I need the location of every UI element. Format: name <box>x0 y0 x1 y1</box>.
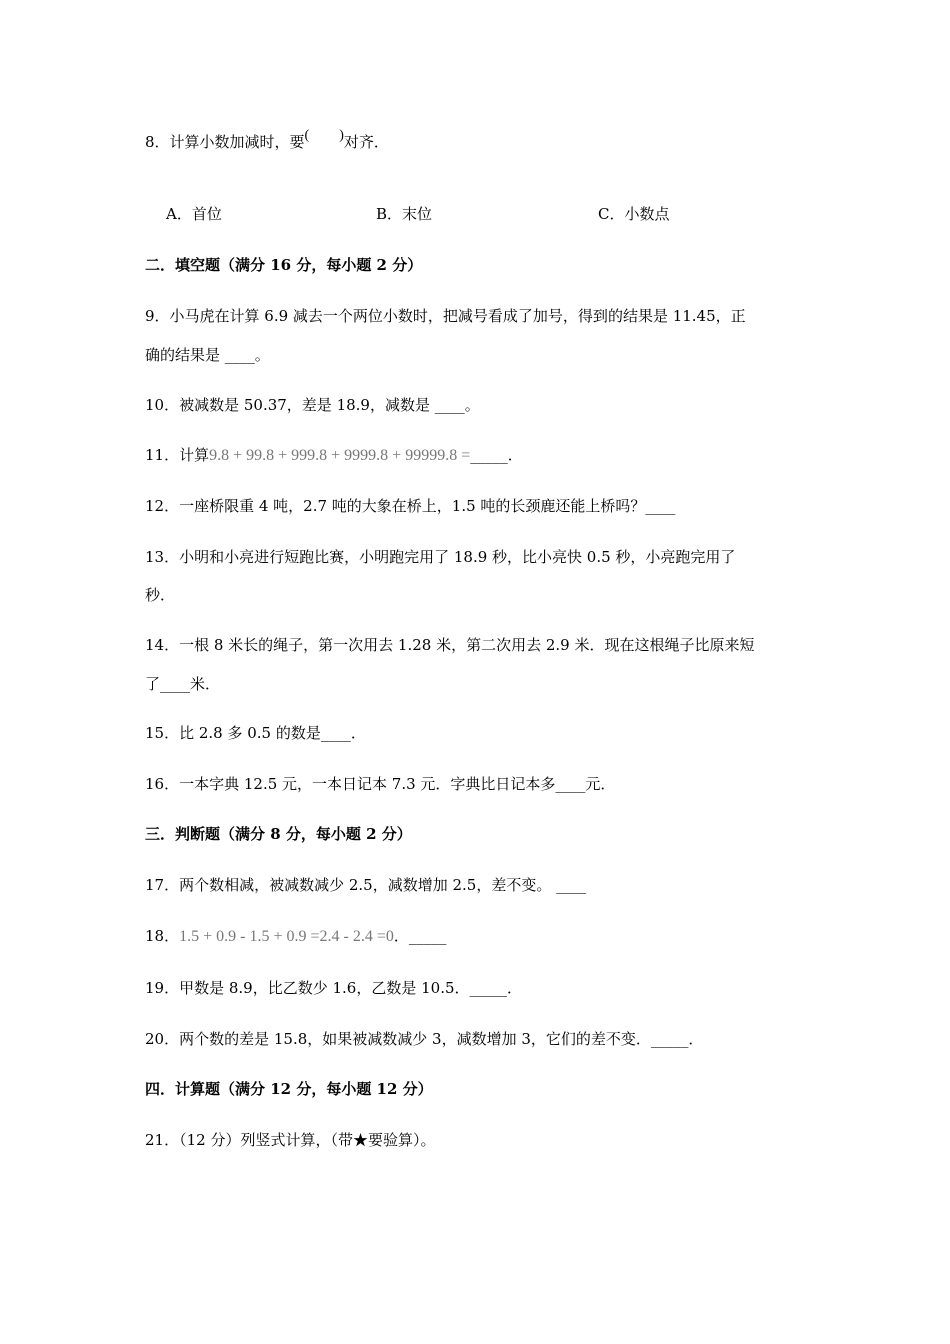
question-8-text-end: 对齐． <box>343 133 389 151</box>
answer-paren-close: ) <box>339 128 344 143</box>
question-14-line-1: 14．一根 8 米长的绳子，第一次用去 1.28 米，第二次用去 2.9 米．现在这根绳子比原来短 <box>145 636 755 654</box>
question-8 <box>145 128 389 154</box>
question-18-prefix: 18． <box>145 927 180 945</box>
question-21: 21．（12 分）列竖式计算，（带★要验算）。 <box>145 1131 436 1149</box>
question-11-prefix: 11．计算 <box>145 446 210 464</box>
question-9-line-2: 确的结果是 ____。 <box>145 346 270 364</box>
question-11-suffix: _____． <box>470 446 523 464</box>
option-b: B．末位 <box>376 205 433 223</box>
question-9-line-1: 9．小马虎在计算 6.9 减去一个两位小数时，把减号看成了加号，得到的结果是 11.45，正 <box>145 307 746 325</box>
question-16: 16．一本字典 12.5 元，一本日记本 7.3 元．字典比日记本多____元． <box>145 775 616 793</box>
question-10: 10．被减数是 50.37，差是 18.9，减数是 ____。 <box>145 396 480 414</box>
question-14-line-2: 了____米． <box>145 675 221 693</box>
question-15: 15．比 2.8 多 0.5 的数是____． <box>145 724 366 742</box>
question-13-line-2: 秒． <box>145 586 176 604</box>
question-18-suffix: ．_____ <box>393 927 447 945</box>
question-13-line-1: 13．小明和小亮进行短跑比赛，小明跑完用了 18.9 秒，比小亮快 0.5 秒，小亮跑完用了 <box>145 548 736 566</box>
section-2-title: 二．填空题（满分 16 分，每小题 2 分） <box>145 256 423 274</box>
option-a: A．首位 <box>166 205 222 223</box>
question-18 <box>145 926 446 947</box>
question-18-expression: 1.5 + 0.9 - 1.5 + 0.9 =2.4 - 2.4 =0 <box>179 928 394 945</box>
question-11 <box>145 445 523 466</box>
question-12: 12．一座桥限重 4 吨，2.7 吨的大象在桥上，1.5 吨的长颈鹿还能上桥吗？____ <box>145 497 676 515</box>
question-19: 19．甲数是 8.9，比乙数少 1.6，乙数是 10.5．_____． <box>145 979 523 997</box>
option-c: C．小数点 <box>598 205 670 223</box>
answer-paren-open: ( <box>304 128 310 143</box>
section-4-title: 四．计算题（满分 12 分，每小题 12 分） <box>145 1080 433 1098</box>
question-11-expression: 9.8 + 99.8 + 999.8 + 9999.8 + 99999.8 = <box>209 447 471 464</box>
question-8-text: 8．计算小数加减时，要 <box>145 133 305 151</box>
section-3-title: 三．判断题（满分 8 分，每小题 2 分） <box>145 825 412 843</box>
question-20: 20．两个数的差是 15.8，如果被减数减少 3，减数增加 3，它们的差不变．_____． <box>145 1030 704 1048</box>
question-17: 17．两个数相减，被减数减少 2.5，减数增加 2.5，差不变。 ____ <box>145 876 587 894</box>
